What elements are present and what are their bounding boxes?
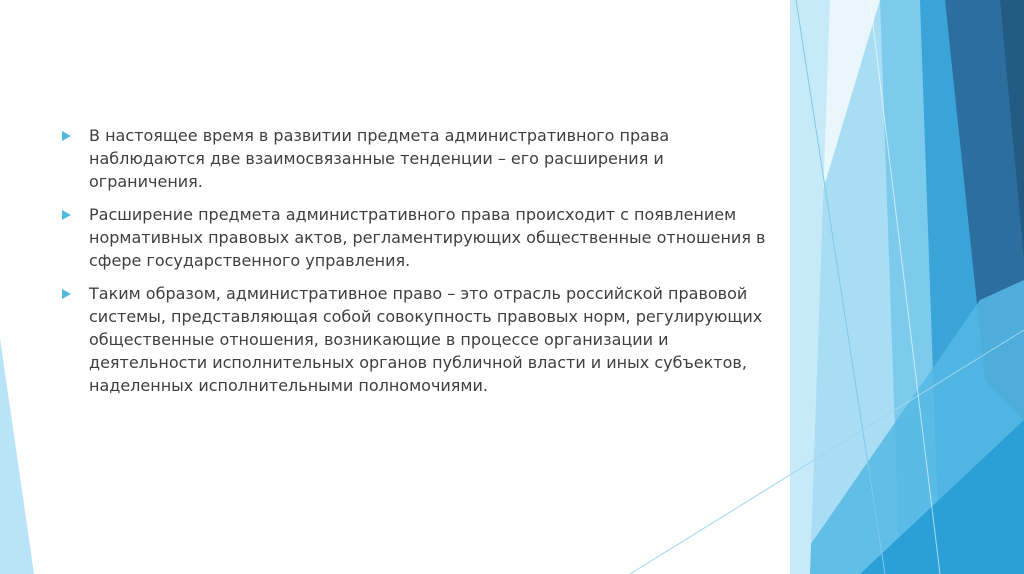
bullet-item bbox=[62, 203, 782, 272]
triangle-bullet-icon bbox=[62, 289, 71, 299]
bullet-text: Расширение предмета административного права происходит с появлением нормативных правовых актов, регламентирующих общественные отношения в сфере государственного управления. bbox=[89, 205, 766, 270]
bullet-text: Таким образом, административное право – это отрасль российской правовой системы, представляющая собой совокупность правовых норм, регулирующих общественные отношения, возникающие в процессе организации и деятельности исполнительных органов публичной власти и иных субъектов, наделенных исполнительными полномочиями. bbox=[89, 284, 763, 395]
left-accent-shape bbox=[0, 338, 34, 574]
content-area bbox=[62, 124, 782, 407]
triangle-bullet-icon bbox=[62, 131, 71, 141]
triangle-bullet-icon bbox=[62, 210, 71, 220]
bullet-item bbox=[62, 282, 782, 397]
bullet-item bbox=[62, 124, 782, 193]
bullet-text: В настоящее время в развитии предмета административного права наблюдаются две взаимосвязанные тенденции – его расширения и ограничения. bbox=[89, 126, 670, 191]
